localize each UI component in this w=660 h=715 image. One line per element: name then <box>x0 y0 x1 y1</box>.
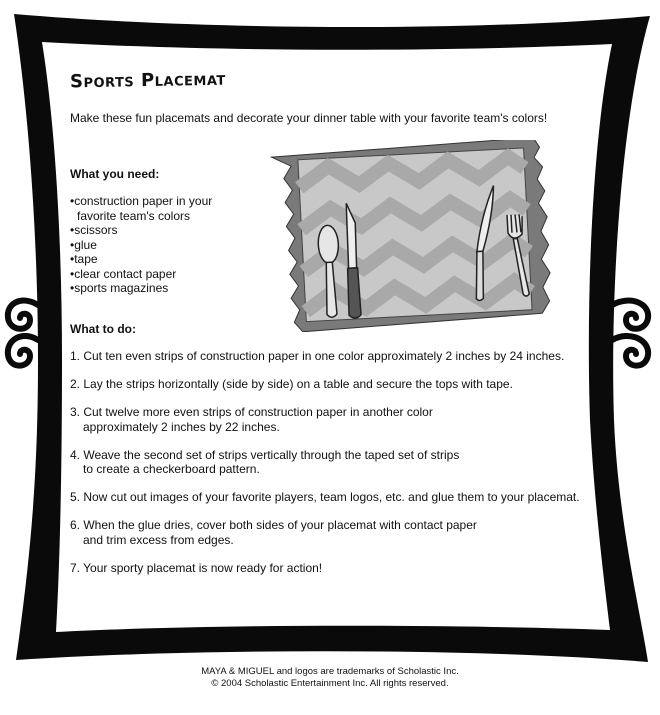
supply-item-text: favorite team's colors <box>77 208 190 223</box>
instruction-step-text: 1. Cut ten even strips of construction paper in one color approximately 2 inches by 24 inches. <box>70 349 565 363</box>
intro-text: Make these fun placemats and decorate your dinner table with your favorite team's colors! <box>70 111 548 125</box>
instruction-step-text: to create a checkerboard pattern. <box>83 462 260 476</box>
supply-item-text: sports magazines <box>74 281 169 295</box>
instruction-step-text: 6. When the glue dries, cover both sides of your placemat with contact paper <box>70 518 477 532</box>
needs-heading: What you need: <box>70 167 160 181</box>
instruction-step <box>70 349 580 364</box>
instruction-step <box>70 377 580 392</box>
supply-item-text: construction paper in your <box>74 194 213 208</box>
supply-item <box>70 267 212 282</box>
instruction-step <box>70 490 580 505</box>
supply-item <box>70 252 212 267</box>
instruction-step <box>70 561 580 576</box>
instruction-step <box>70 405 580 434</box>
trademark-note: MAYA & MIGUEL and logos are trademarks of Scholastic Inc. <box>201 666 459 677</box>
supply-item-text: tape <box>74 252 98 266</box>
copyright-note: © 2004 Scholastic Entertainment Inc. All rights reserved. <box>211 678 449 689</box>
supply-item-text: scissors <box>74 223 118 237</box>
supply-item <box>70 223 212 238</box>
supplies-list <box>70 194 212 296</box>
instruction-step-text: 7. Your sporty placemat is now ready for action! <box>70 560 323 575</box>
instruction-step-text: 3. Cut twelve more even strips of construction paper in another color <box>70 405 433 419</box>
todo-heading: What to do: <box>70 322 136 336</box>
instruction-step-text: 5. Now cut out images of your favorite players, team logos, etc. and glue them to your placemat. <box>70 490 580 504</box>
instruction-step-text: 4. Weave the second set of strips vertically through the taped set of strips <box>70 447 460 462</box>
instructions-list <box>70 349 580 589</box>
page-title: Sports Placemat <box>69 68 226 93</box>
instruction-step <box>70 448 580 477</box>
instruction-step-text: approximately 2 inches by 22 inches. <box>83 419 280 434</box>
supply-item-text: clear contact paper <box>74 266 177 281</box>
instruction-step <box>70 518 580 547</box>
supply-item <box>70 281 212 296</box>
instruction-step-text: and trim excess from edges. <box>83 532 234 547</box>
supply-item <box>70 194 212 223</box>
supply-item-text: glue <box>74 237 97 252</box>
supply-item <box>70 238 212 253</box>
instruction-step-text: 2. Lay the strips horizontally (side by side) on a table and secure the tops with tape. <box>70 377 513 391</box>
